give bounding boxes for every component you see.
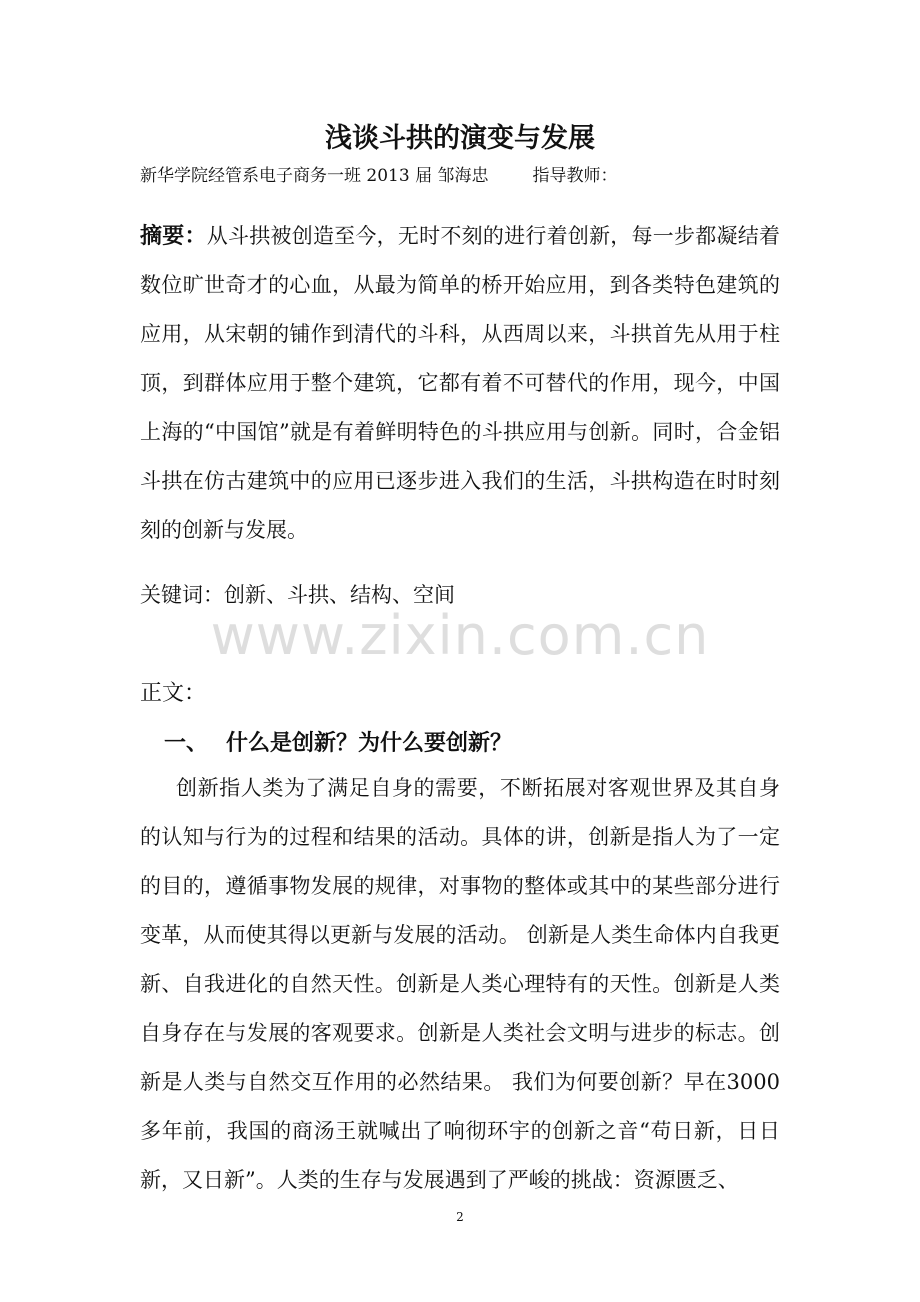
- byline: [140, 161, 780, 186]
- abstract-label: 摘要：: [140, 224, 207, 249]
- section-heading-text: 什么是创新？为什么要创新？: [226, 731, 513, 756]
- main-text-label: 正文：: [140, 681, 207, 706]
- advisor-label: 指导教师：: [532, 166, 618, 186]
- page-title: 浅谈斗拱的演变与发展: [325, 123, 595, 154]
- keywords-text: 创新、斗拱、结构、空间: [224, 583, 455, 607]
- section-heading: [164, 726, 512, 757]
- section-number: 一、: [164, 731, 209, 756]
- watermark: www.zixin.com.cn: [210, 604, 710, 667]
- section-body: 创新指人类为了满足自身的需要，不断拓展对客观世界及其自身的认知与行为的过程和结果的活动。具体的讲，创新是指人为了一定的目的，遵循事物发展的规律，对事物的整体或其中的某些部分进行变革，从而使其得以更新与发展的活动。 创新是人类生命体内自我更新、自我进化的自然天性。创新是人类心理特有的天性。创新是人类自身存在与发展的客观要求。创新是人类社会文明与进步的标志。创新是人类与自然交互作用的必然结果。 我们为何要创新？早在3000 多年前，我国的商汤王就喊出了响彻环宇的创新之音“苟日新，日日新，又日新”。人类的生存与发展遇到了严峻的挑战：资源匮乏、: [140, 776, 780, 1192]
- abstract: [140, 212, 780, 555]
- page-number: 2: [456, 1210, 464, 1224]
- abstract-text: 从斗拱被创造至今，无时不刻的进行着创新，每一步都凝结着数位旷世奇才的心血，从最为简单的桥开始应用，到各类特色建筑的应用，从宋朝的铺作到清代的斗科，从西周以来，斗拱首先从用于柱顶，到群体应用于整个建筑，它都有着不可替代的作用，现今，中国上海的“中国馆”就是有着鲜明特色的斗拱应用与创新。同时，合金铝斗拱在仿古建筑中的应用已逐步进入我们的生活，斗拱构造在时时刻刻的创新与发展。: [140, 224, 780, 542]
- author-affiliation: 新华学院经管系电子商务一班 2013 届 邹海忠: [140, 166, 489, 186]
- keywords-label: 关键词：: [140, 583, 224, 607]
